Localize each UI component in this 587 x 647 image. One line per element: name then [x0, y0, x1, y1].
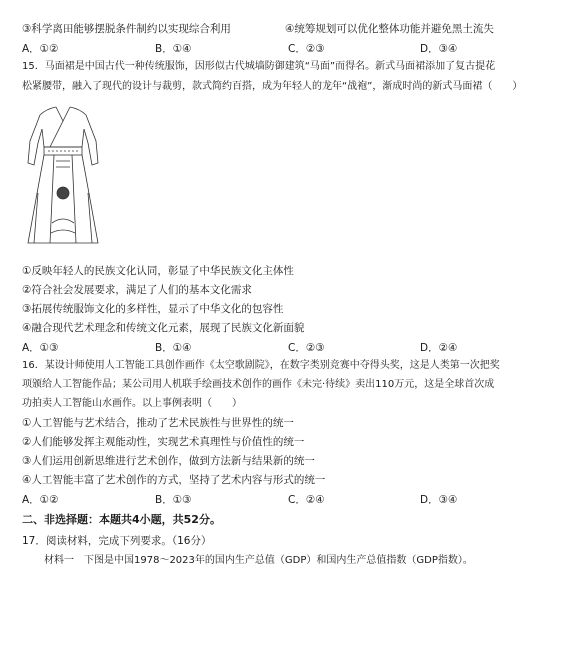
- q16-stem-line-1: 16．某设计师使用人工智能工具创作画作《太空歌剧院》，在数字类别竞赛中夺得头奖，这是人类第一次把奖: [22, 360, 500, 371]
- q16-option-d[interactable]: D．③④: [420, 494, 458, 506]
- q15-stem-line-1: 15．马面裙是中国古代一种传统服饰，因形似古代城墙防御建筑“马面”而得名。新式马面裙添加了复古提花: [22, 61, 496, 72]
- q16-item-1: ①人工智能与艺术结合，推动了艺术民族性与世界性的统一: [22, 417, 294, 429]
- q16-item-2: ②人们能够发挥主观能动性，实现艺术真理性与价值性的统一: [22, 436, 305, 448]
- q16-item-3: ③人们运用创新思维进行艺术创作，做到方法新与结果新的统一: [22, 455, 315, 467]
- q15-item-1: ①反映年轻人的民族文化认同，彰显了中华民族文化主体性: [22, 265, 294, 277]
- q16-stem-line-3: 功拍卖人工智能山水画作。以上事例表明（ ）: [22, 398, 242, 409]
- q15-option-b[interactable]: B．①④: [155, 342, 192, 354]
- mamian-skirt-illustration: [22, 103, 104, 253]
- q14-item-4: ④统筹规划可以优化整体功能并避免黑土流失: [285, 23, 494, 35]
- q17-material-1: 材料一 下图是中国1978～2023年的国内生产总值（GDP）和国内生产总值指数（GDP指数）。: [44, 555, 473, 566]
- q15-option-d[interactable]: D．②④: [420, 342, 458, 354]
- q15-option-a[interactable]: A．①③: [22, 342, 59, 354]
- q14-option-c[interactable]: C．②③: [288, 43, 325, 55]
- q15-item-3: ③拓展传统服饰文化的多样性，显示了中华文化的包容性: [22, 303, 284, 315]
- q15-option-c[interactable]: C．②③: [288, 342, 325, 354]
- q15-stem-line-2: 松紧腰带，融入了现代的设计与裁剪，款式简约百搭，成为年轻人的龙年“战袍”，渐成时尚的新式马面裙（ ）: [22, 81, 523, 92]
- section-2-heading: 二、非选择题：本题共4小题，共52分。: [22, 513, 221, 526]
- q16-item-4: ④人工智能丰富了艺术创作的方式，坚持了艺术内容与形式的统一: [22, 474, 326, 486]
- q17-stem: 17．阅读材料，完成下列要求。（16分）: [22, 535, 212, 547]
- q14-option-b[interactable]: B．①④: [155, 43, 192, 55]
- q14-item-3: ③科学离田能够摆脱条件制约以实现综合利用: [22, 23, 231, 35]
- q16-option-a[interactable]: A．①②: [22, 494, 59, 506]
- q15-item-4: ④融合现代艺术理念和传统文化元素，展现了民族文化新面貌: [22, 322, 305, 334]
- q14-option-d[interactable]: D．③④: [420, 43, 458, 55]
- q14-option-a[interactable]: A．①②: [22, 43, 59, 55]
- q16-stem-line-2: 项颁给人工智能作品；某公司用人机联手绘画技术创作的画作《未完·待续》卖出110万元，这是全球首次成: [22, 379, 495, 390]
- q15-item-2: ②符合社会发展要求，满足了人们的基本文化需求: [22, 284, 252, 296]
- q15-options: [22, 340, 567, 354]
- q16-options: [22, 492, 567, 506]
- q16-option-c[interactable]: C．②④: [288, 494, 325, 506]
- q16-option-b[interactable]: B．①③: [155, 494, 192, 506]
- q14-options: [22, 41, 567, 55]
